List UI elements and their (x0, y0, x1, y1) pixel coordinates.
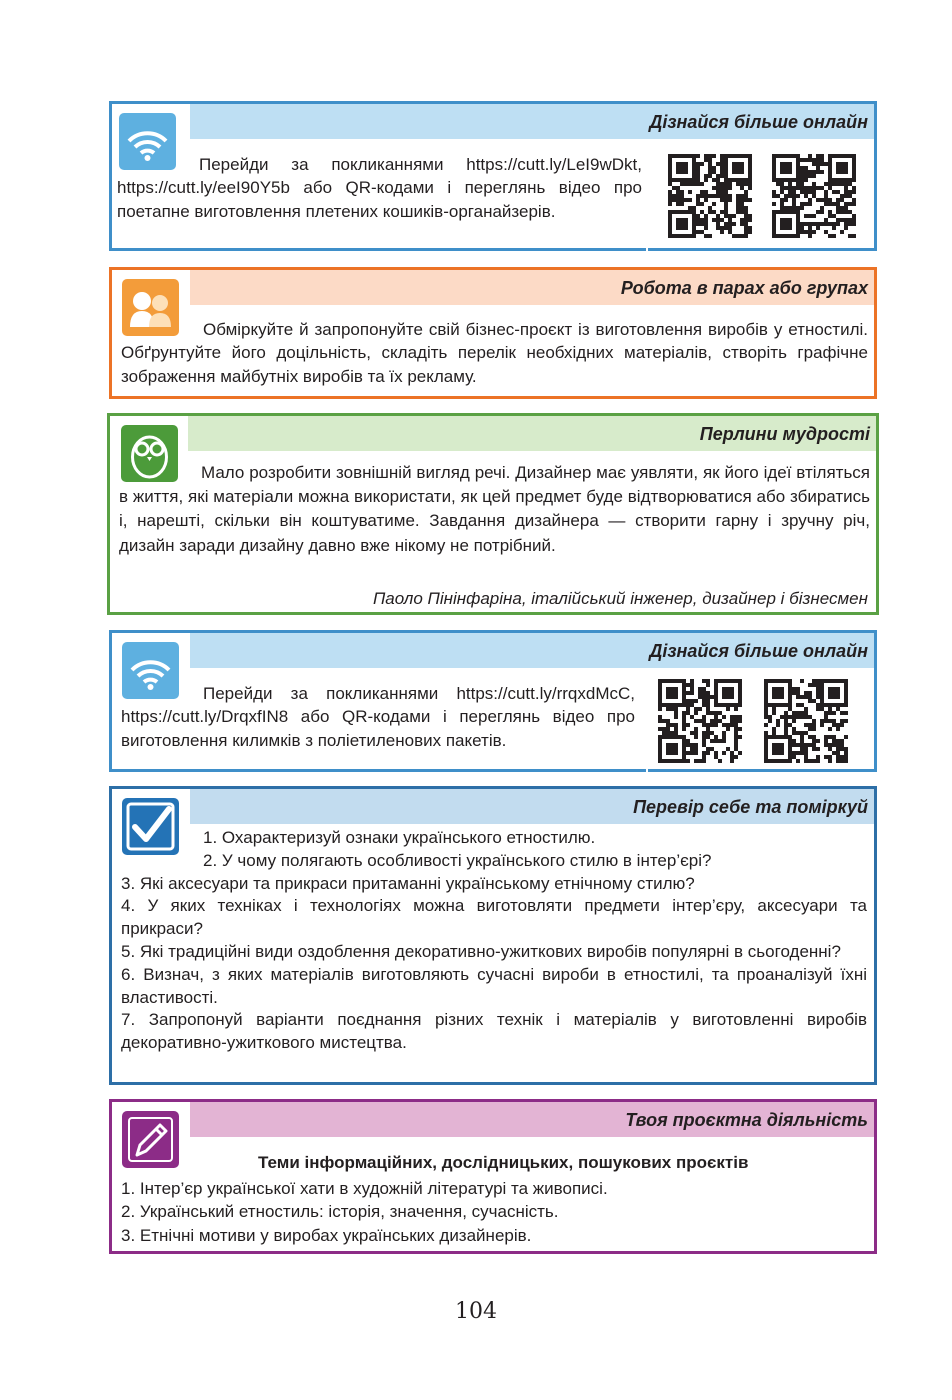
topic-item: 3. Етнічні мотиви у виробах українських дизайнерів. (121, 1225, 532, 1245)
page-number: 104 (455, 1299, 497, 1324)
question-item: 7. Запропонуй варіанти поєднання різних технік і матеріалів у виготовленні виробів декоративно-ужиткового мистецтва. (121, 1010, 867, 1053)
qr-code-icon[interactable] (772, 154, 856, 238)
pair-work-text: Обміркуйте й запропонуйте свій бізнес-проєкт із виготовлення виробів у етностилі. Обґрунтуйте його доцільність, складіть перелік необхідних матеріалів, створіть графічне зображення майбутніх виробів та їх рекламу. (121, 320, 868, 386)
online-box-2 (109, 630, 877, 772)
question-item: 3. Які аксесуари та прикраси притаманні українському етнічному стилю? (121, 873, 695, 893)
wisdom-box (107, 413, 879, 615)
question-list (121, 827, 867, 1055)
box-header: Перлини мудрості (188, 416, 876, 451)
qr-code-icon[interactable] (668, 154, 752, 238)
box-header: Робота в парах або групах (190, 270, 874, 305)
question-item: 6. Визнач, з яких матеріалів виготовляють сучасні вироби в етностилі, та проаналізуй їхні властивості. (121, 964, 867, 1007)
self-check-box (109, 786, 877, 1085)
question-item: 1. Охарактеризуй ознаки українського етностилю. (203, 828, 596, 847)
online-text: Перейди за покликаннями https://cutt.ly/LeI9wDkt, https://cutt.ly/eeI90Y5b або QR-кодами і переглянь відео про поетапне виготовлення плетених кошиків-органайзерів. (117, 155, 642, 221)
question-item: 4. У яких техніках і технологіях можна виготовляти предмети інтер’єру, аксесуари та прикраси? (121, 896, 867, 939)
qr-code-icon[interactable] (658, 679, 742, 763)
pencil-icon (122, 1111, 179, 1168)
question-item: 2. У чому полягають особливості українського стилю в інтер’єрі? (203, 850, 712, 870)
project-box (109, 1099, 877, 1254)
quote-author: Паоло Пінінфаріна, італійський інженер, дизайнер і бізнесмен (372, 589, 868, 608)
online-box-1 (109, 101, 877, 251)
topic-item: 2. Український етностиль: історія, значення, сучасність. (121, 1202, 559, 1222)
divider (646, 761, 648, 773)
box-header: Твоя проєктна діяльність (190, 1102, 874, 1137)
topic-item: 1. Інтер’єр української хати в художній літературі та живописі. (121, 1179, 608, 1198)
question-item: 5. Які традиційні види оздоблення декоративно-ужиткових виробів популярні в сьогоденні? (121, 941, 841, 961)
box-header: Дізнайся більше онлайн (190, 633, 874, 668)
divider (646, 240, 648, 252)
qr-code-icon[interactable] (764, 679, 848, 763)
topic-list (121, 1177, 867, 1247)
wisdom-quote: Мало розробити зовнішній вигляд речі. Дизайнер має уявляти, як його ідеї втіляться в життя, які матеріали можна використати, як цей предмет буде відтворюватися або збиратись і, нарешті, скільки він коштуватиме. Завдання дизайнера — створити гарну і зручну річ, дизайн заради дизайну давно вже нікому не потрібний. (119, 463, 870, 555)
project-subtitle: Теми інформаційних, дослідницьких, пошукових проєктів (258, 1153, 749, 1172)
pair-work-box (109, 267, 877, 399)
box-header: Перевір себе та поміркуй (190, 789, 874, 824)
box-header: Дізнайся більше онлайн (190, 104, 874, 139)
online-text: Перейди за покликаннями https://cutt.ly/rrqxdMcC, https://cutt.ly/DrqxfIN8 або QR-кодами і переглянь відео про виготовлення килимків з поліетиленових пакетів. (121, 684, 635, 750)
